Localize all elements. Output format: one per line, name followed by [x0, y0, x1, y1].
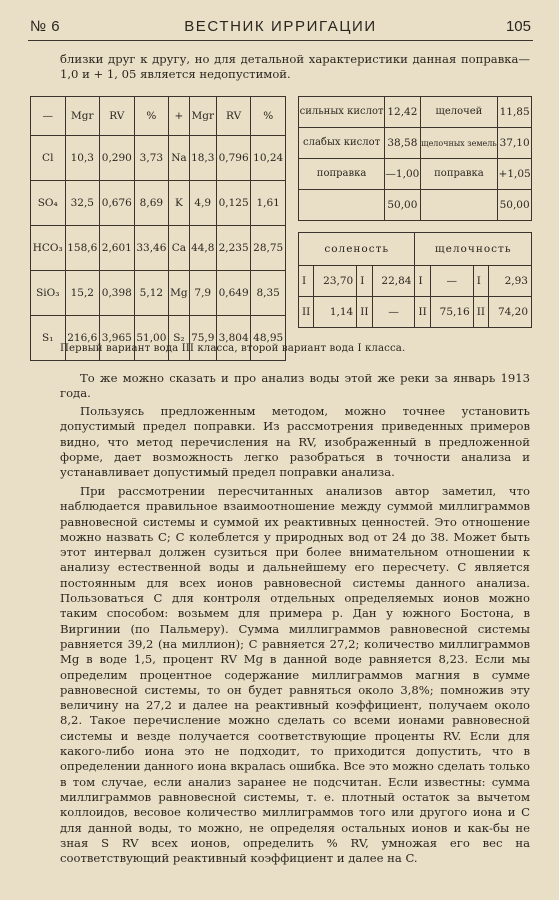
table-row [31, 181, 286, 226]
table-cell: 51,00 [134, 316, 169, 361]
table-cell: — [430, 266, 473, 297]
table-cell: поправка [299, 159, 385, 190]
table-cell: 1,61 [251, 181, 286, 226]
table-cell: 8,35 [251, 271, 286, 316]
table-cell: 8,69 [134, 181, 169, 226]
page-header [28, 14, 533, 41]
table-row [31, 271, 286, 316]
table-cell: Na [169, 136, 190, 181]
table-cell: 50,00 [385, 190, 420, 221]
table-cell: щелочей [420, 97, 498, 128]
header-cell: — [31, 97, 66, 136]
table-cell: 4,9 [189, 181, 216, 226]
table-cell [420, 190, 498, 221]
acids-table [298, 96, 532, 221]
table-cell: 11,85 [498, 97, 532, 128]
table-cell: II [473, 297, 488, 328]
salinity-table [298, 232, 532, 328]
table-row [299, 266, 532, 297]
table-cell: 3,965 [100, 316, 135, 361]
table-cell: 2,93 [489, 266, 532, 297]
paragraph-4: При рассмотрении пересчитанных анализов автор заметил, что наблюдается правильное взаимоотношение между суммой миллиграммов равновесной системы и суммой их реактивных ценностей. Это отношение можно назвать C; C колеблется у природных вод от 24 до 38. Может быть этот интервал должен сузиться при более внимательном отношении к анализу естественной воды и дальнейшему его пересчету. C является постоянным для всех ионов равновесной системы данного анализа. Пользоваться C для контроля отдельных определяемых ионов можно таким способом: возьмем для примера р. Дан у южного Бостона, в Виргинии (по Пальмеру). Сумма миллиграммов равновесной системы равняется 39,2 (на миллион); C равняется 27,2; количество миллиграммов Mg в воде 1,5, процент RV Mg в данной воде равняется 8,23. Если мы определим процентное содержание миллиграммов магния в сумме равновесной системы, то он будет равняться около 3,8%; помножив эту величину на 27,2 и далее на реактивный коэффициент, получаем около 8,2. Такое перечисление можно сделать со всеми ионами равновесной системы и везде получается соответствующие проценты RV. Если для какого-либо иона это не подходит, то приходится допустить, что в определении данного иона вкралась ошибка. Все это можно сделать только в том случае, если анализ заранее не подсчитан. Если известны: сумма миллиграммов равновесной системы, т. е. плотный остаток за вычетом коллоидов, весовое количество миллиграммов того или другого иона и C для данной воды, то можно, не определяя остальных ионов и как-бы не зная S RV всех ионов, определить % RV, умножая его вес на соответствующий реактивный коэффициент и далее на C. [60, 484, 530, 866]
table-row [299, 97, 532, 128]
table-cell: Mg [169, 271, 190, 316]
table-cell: 1,14 [314, 297, 357, 328]
table-cell: 28,75 [251, 226, 286, 271]
journal-title: ВЕСТНИК ИРРИГАЦИИ [184, 18, 377, 35]
table-cell: 2,235 [216, 226, 251, 271]
table-cell: — [372, 297, 415, 328]
table-row [31, 226, 286, 271]
table-cell: S₂ [169, 316, 190, 361]
page-number: 105 [505, 18, 531, 35]
table-cell: 15,2 [65, 271, 100, 316]
table-row [299, 297, 532, 328]
table-cell: 216,6 [65, 316, 100, 361]
table-cell: 0,398 [100, 271, 135, 316]
ions-table [30, 96, 286, 361]
table-cell: SO₄ [31, 181, 66, 226]
table-cell: II [357, 297, 372, 328]
table-cell: сильных кислот [299, 97, 385, 128]
table-cell: 2,601 [100, 226, 135, 271]
header-cell: соленость [299, 233, 415, 266]
header-cell: + [169, 97, 190, 136]
table-cell: Ca [169, 226, 190, 271]
table-cell [299, 190, 385, 221]
table-cell: 75,16 [430, 297, 473, 328]
table-cell: 44,8 [189, 226, 216, 271]
table-cell: 18,3 [189, 136, 216, 181]
issue-number: № 6 [30, 18, 61, 35]
table-cell: 7,9 [189, 271, 216, 316]
paragraph-intro: близки друг к другу, но для детальной характеристики данная поправка—1,0 и + 1, 05 является недопустимой. [60, 52, 530, 82]
table-caption: Первый вариант вода III класса, второй вариант вода I класса. [60, 343, 406, 354]
table-cell: 37,10 [498, 128, 532, 159]
table-cell: 12,42 [385, 97, 420, 128]
table-cell: 0,796 [216, 136, 251, 181]
table-cell: 10,24 [251, 136, 286, 181]
paragraph-3: Пользуясь предложенным методом, можно точнее установить допустимый предел поправки. Из рассмотрения приведенных примеров видно, что метод перечисления на RV, изображенный в предложенной форме, дает возможность легко разобраться в точности анализа и устанавливает допустимый предел поправки анализа. [60, 404, 530, 480]
table-cell: 0,290 [100, 136, 135, 181]
salinity-table-header [299, 233, 532, 266]
table-cell: I [415, 266, 430, 297]
table-cell: —1,00 [385, 159, 420, 190]
ions-table-header [31, 97, 286, 136]
table-cell: 5,12 [134, 271, 169, 316]
header-cell: щелочность [415, 233, 532, 266]
table-cell: I [357, 266, 372, 297]
table-cell: HCO₃ [31, 226, 66, 271]
header-cell: Mgr [189, 97, 216, 136]
table-row [31, 136, 286, 181]
header-cell: % [134, 97, 169, 136]
header-cell: Mgr [65, 97, 100, 136]
table-cell: 0,676 [100, 181, 135, 226]
table-cell: 50,00 [498, 190, 532, 221]
table-cell: I [473, 266, 488, 297]
table-cell: I [299, 266, 314, 297]
table-cell: 38,58 [385, 128, 420, 159]
table-cell: 3,804 [216, 316, 251, 361]
table-cell: 158,6 [65, 226, 100, 271]
table-cell: Cl [31, 136, 66, 181]
table-cell: 3,73 [134, 136, 169, 181]
table-cell: 48,95 [251, 316, 286, 361]
table-cell: +1,05 [498, 159, 532, 190]
header-cell: % [251, 97, 286, 136]
paragraph-2: То же можно сказать и про анализ воды этой же реки за январь 1913 года. [60, 371, 530, 401]
table-row [299, 128, 532, 159]
table-cell: 0,125 [216, 181, 251, 226]
table-cell: II [299, 297, 314, 328]
table-cell: SiO₃ [31, 271, 66, 316]
table-cell: 10,3 [65, 136, 100, 181]
table-cell: 74,20 [489, 297, 532, 328]
table-cell: щелочных земель [420, 128, 498, 159]
table-cell: 75,9 [189, 316, 216, 361]
table-cell: 33,46 [134, 226, 169, 271]
table-cell: 22,84 [372, 266, 415, 297]
table-cell: 32,5 [65, 181, 100, 226]
table-row [299, 190, 532, 221]
table-cell: S₁ [31, 316, 66, 361]
table-cell: K [169, 181, 190, 226]
header-cell: RV [216, 97, 251, 136]
table-cell: II [415, 297, 430, 328]
table-row [299, 159, 532, 190]
table-cell: 23,70 [314, 266, 357, 297]
table-cell: поправка [420, 159, 498, 190]
table-cell: 0,649 [216, 271, 251, 316]
table-cell: слабых кислот [299, 128, 385, 159]
header-cell: RV [100, 97, 135, 136]
